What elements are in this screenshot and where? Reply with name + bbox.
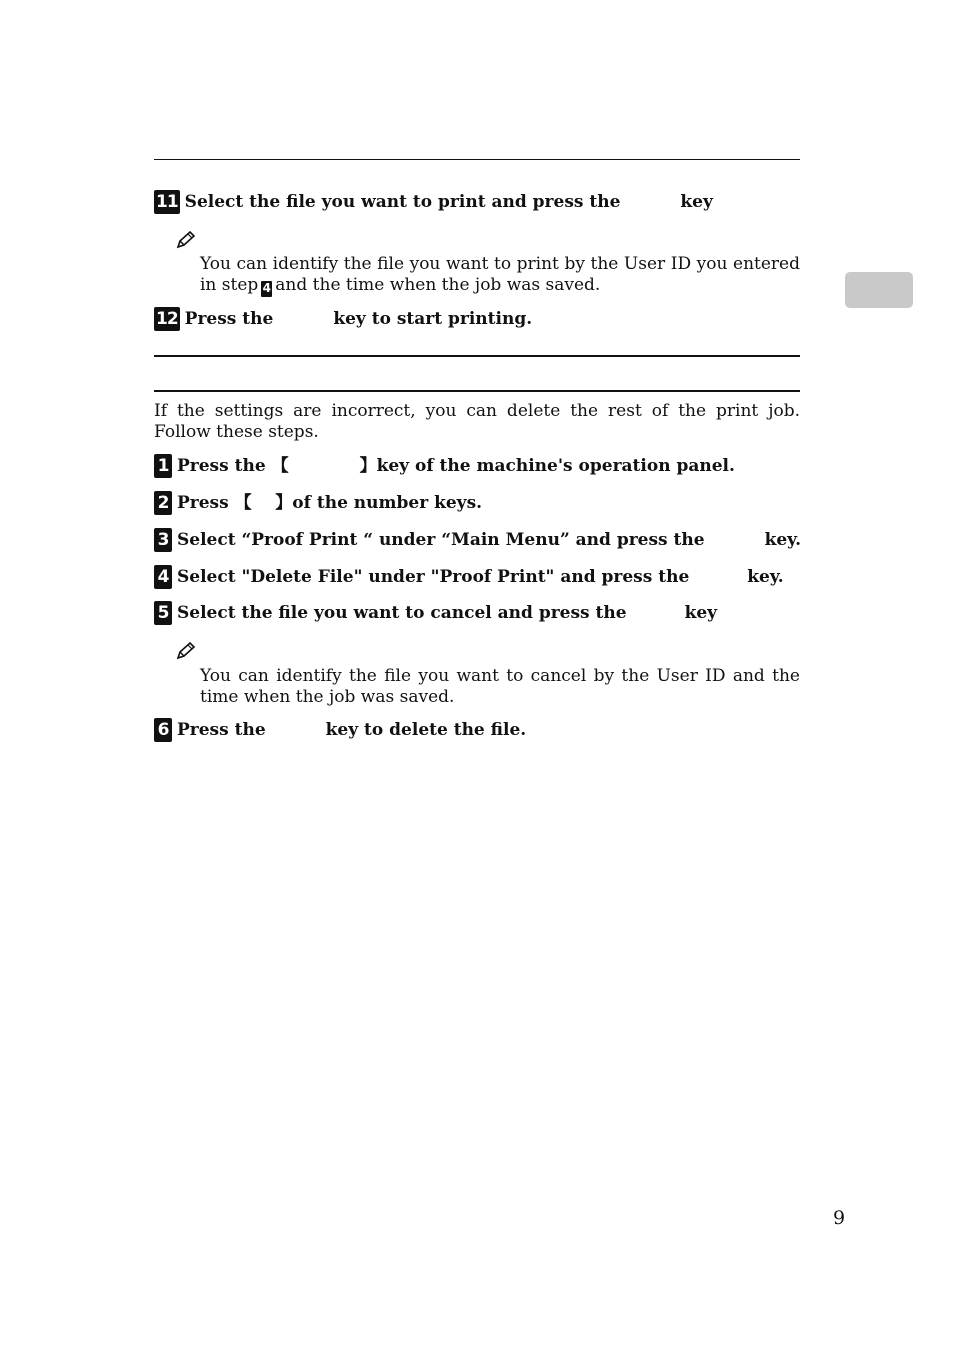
step-text: Select the file you want to cancel and press the key [177,603,718,623]
step-ref-badge: 4 [262,281,271,295]
step-text: Press the key to start printing. [184,309,533,329]
step-number-badge: 1 [154,454,172,478]
step-1 [154,454,735,478]
page-number: 9 [833,1207,846,1229]
step-text: Press the key to delete the file. [177,720,527,740]
step-6 [154,718,526,742]
step-number-badge: 3 [154,528,172,552]
note-text: You can identify the file you want to cancel by the User ID and the time when the job was saved. [200,666,800,707]
step-number-badge: 2 [154,491,172,515]
step-3 [154,528,801,552]
pencil-note-icon [176,642,196,660]
top-rule [154,159,800,160]
step-5 [154,601,717,625]
note-text: You can identify the file you want to print by the User ID you entered in step 4 and the time when the job was saved. [200,254,800,295]
step-text: Press 【 】of the number keys. [177,493,483,513]
step-2 [154,491,482,515]
step-number-badge: 5 [154,601,172,625]
step-number-badge: 6 [154,718,172,742]
pencil-note-icon [176,231,196,249]
section-rule [154,390,800,392]
step-number-badge: 12 [156,309,178,329]
chapter-tab [845,272,913,308]
step-text: Select "Delete File" under "Proof Print" and press the key. [177,567,784,587]
step-text: Press the 【 】key of the machine's operation panel. [177,456,735,476]
step-number-badge: 11 [156,192,178,212]
section-rule [154,355,800,357]
intro-paragraph: If the settings are incorrect, you can delete the rest of the print job. Follow these steps. [154,401,800,442]
step-number-badge: 4 [154,565,172,589]
step-11 [154,190,713,214]
step-4 [154,565,784,589]
step-text: Select the file you want to print and press the key [184,192,713,212]
step-12 [154,307,532,331]
step-text: Select “Proof Print “ under “Main Menu” and press the key. [177,530,802,550]
